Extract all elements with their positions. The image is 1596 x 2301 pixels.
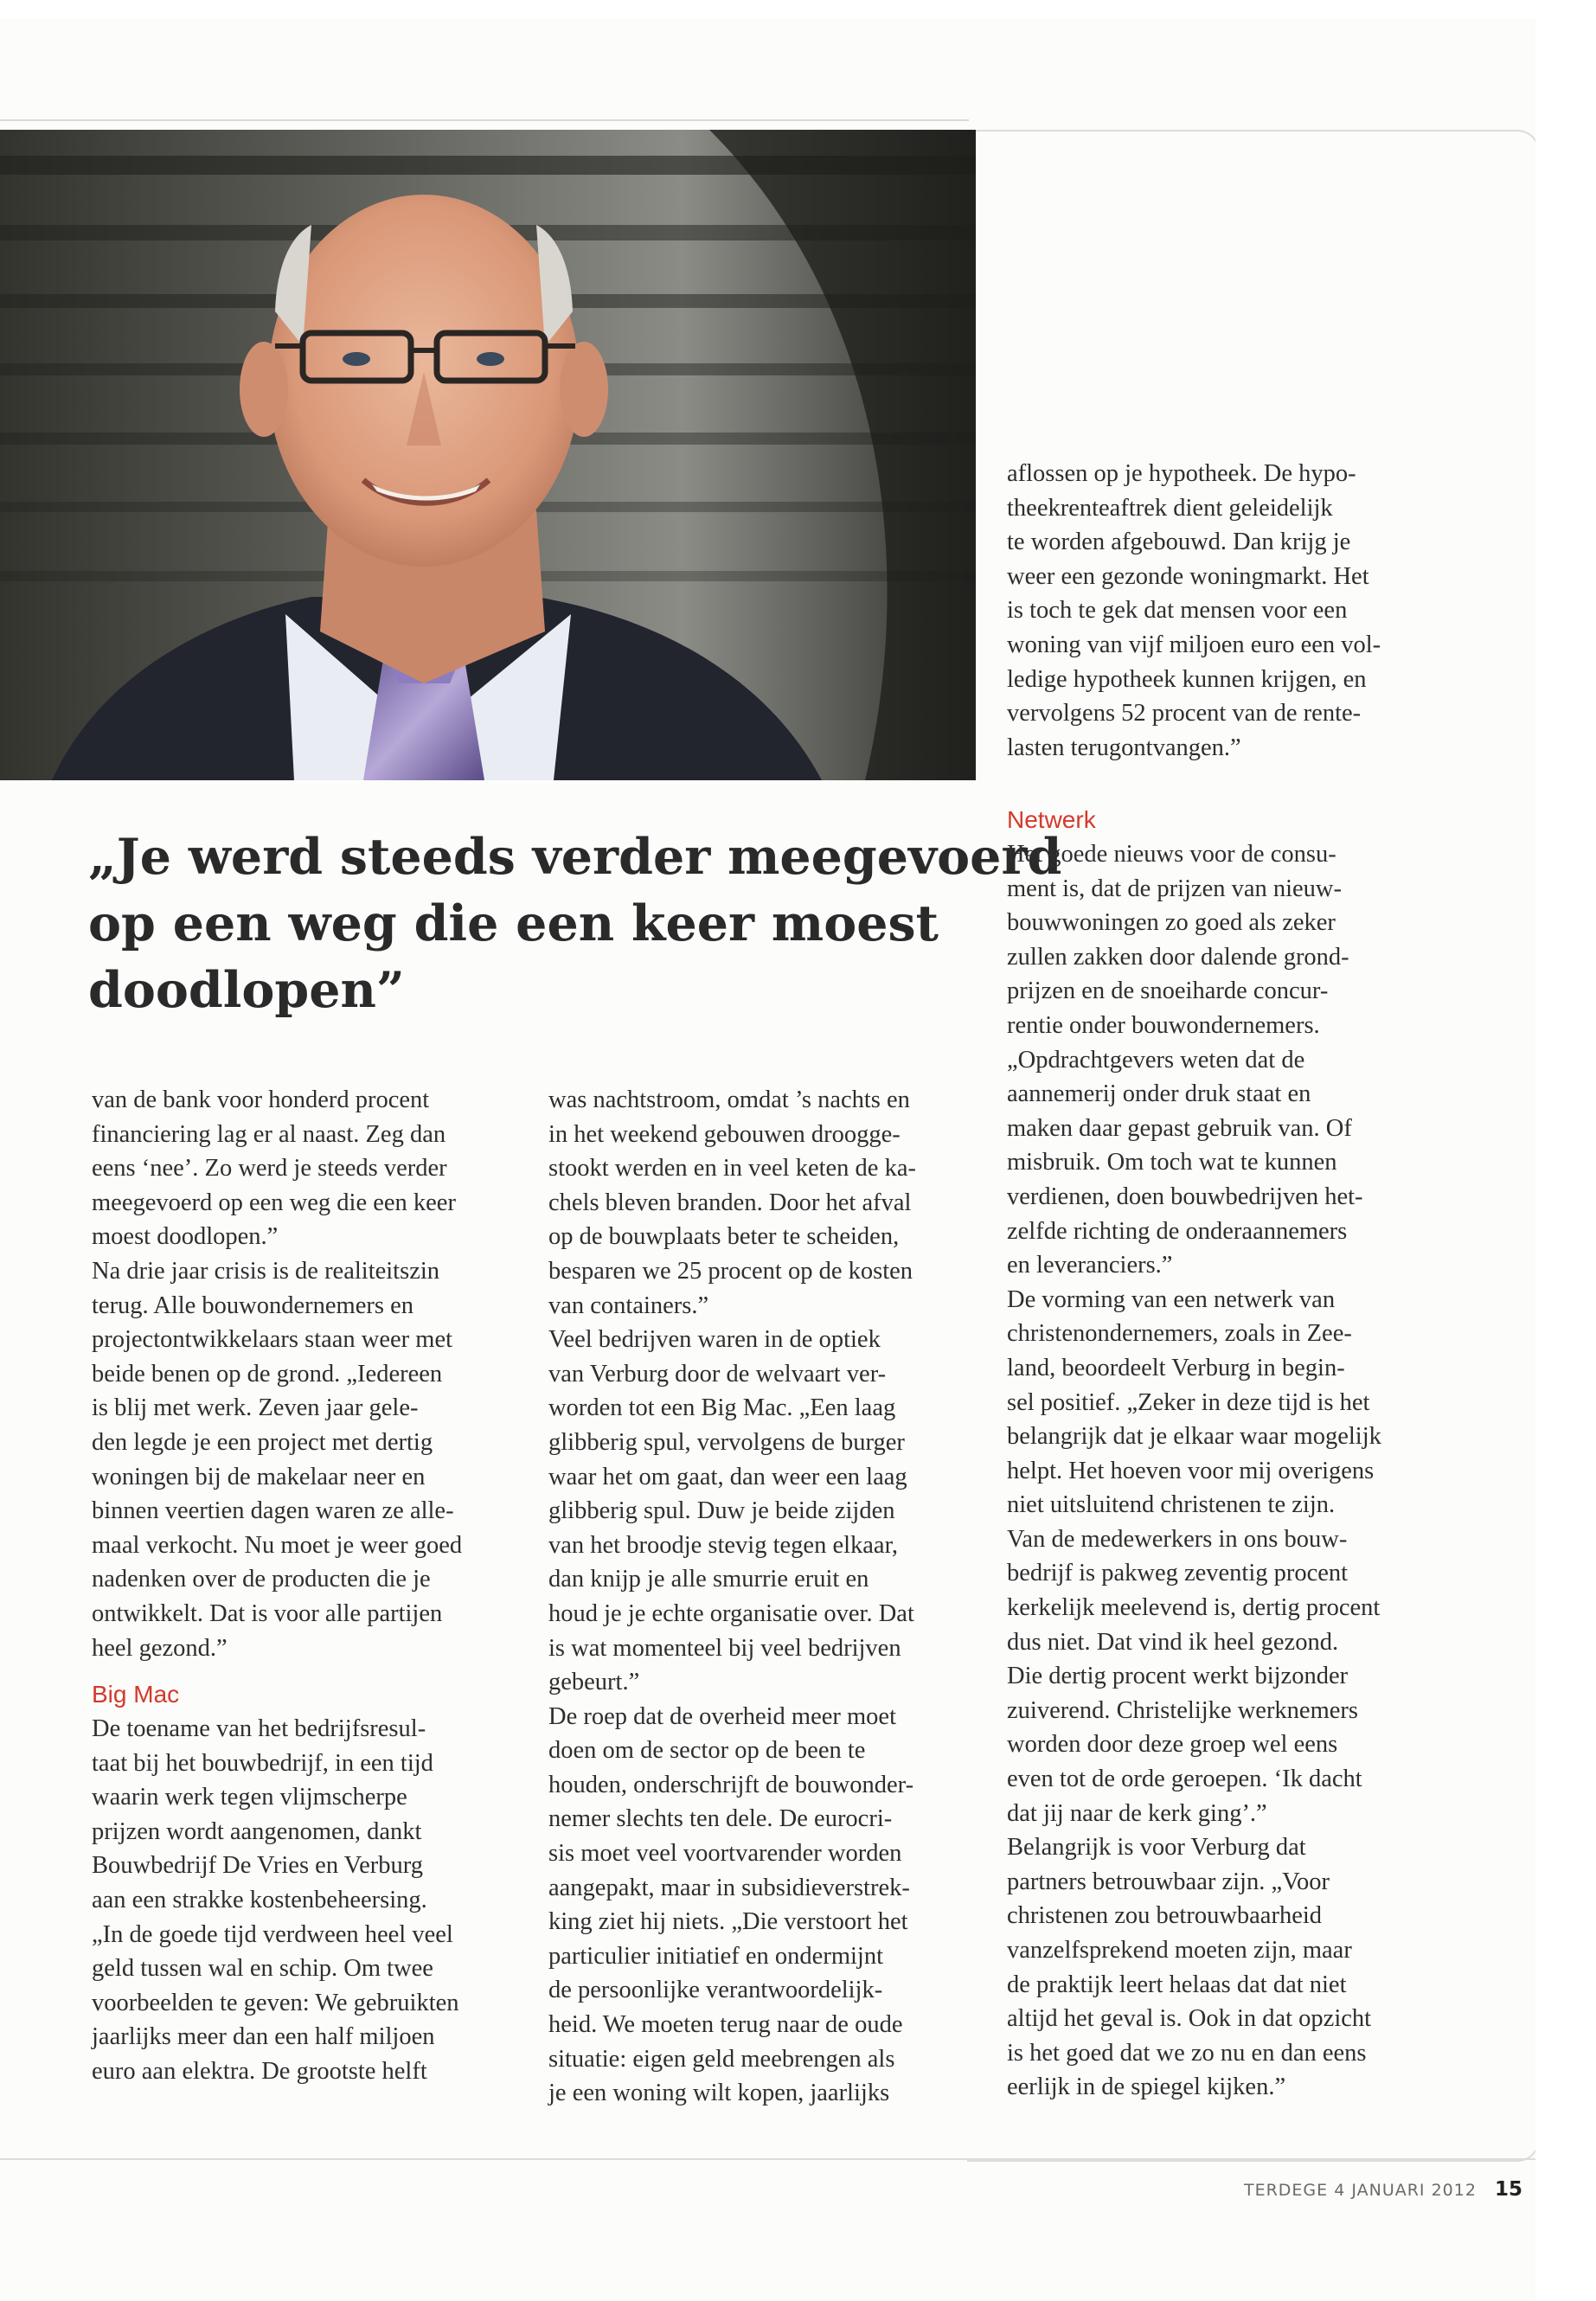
text-line: Na drie jaar crisis is de realiteitszin xyxy=(92,1257,440,1285)
text-line: vanzelfsprekend moeten zijn, maar xyxy=(1007,1937,1352,1964)
text-line: was nachtstroom, omdat ’s nachts en xyxy=(548,1086,910,1113)
headline-line: doodlopen” xyxy=(88,961,405,1019)
text-line: financiering lag er al naast. Zeg dan xyxy=(92,1120,446,1148)
text-line: bouwwoningen zo goed als zeker xyxy=(1007,909,1336,937)
headline-line: op een weg die een keer moest xyxy=(88,894,939,952)
text-line: aangepakt, maar in subsidieverstrek- xyxy=(548,1874,910,1901)
text-line: van containers.” xyxy=(548,1292,709,1319)
article-column-3-top xyxy=(1007,457,1433,765)
portrait-photo xyxy=(0,130,976,780)
text-line: gebeurt.” xyxy=(548,1669,640,1696)
text-line: waarin werk tegen vlijmscherpe xyxy=(92,1784,407,1811)
scan-border-right xyxy=(1535,0,1596,2301)
text-line: heel gezond.” xyxy=(92,1634,228,1662)
text-line: situatie: eigen geld meebrengen als xyxy=(548,2045,895,2073)
text-line: king ziet hij niets. „Die verstoort het xyxy=(548,1908,908,1936)
text-line: sel positief. „Zeker in deze tijd is het xyxy=(1007,1388,1370,1416)
text-line: te worden afgebouwd. Dan krijg je xyxy=(1007,529,1351,556)
text-line: dat jij naar de kerk ging’.” xyxy=(1007,1799,1267,1827)
text-line: niet uitsluitend christenen te zijn. xyxy=(1007,1491,1336,1519)
text-line: dus niet. Dat vind ik heel gezond. xyxy=(1007,1628,1339,1656)
text-line: nadenken over de producten die je xyxy=(92,1566,431,1593)
text-line: je een woning wilt kopen, jaarlijks xyxy=(548,2080,890,2107)
text-line: ledige hypotheek kunnen krijgen, en xyxy=(1007,665,1367,693)
text-line: ontwikkelt. Dat is voor alle partijen xyxy=(92,1599,443,1627)
text-line: moest doodlopen.” xyxy=(92,1223,279,1251)
text-line: misbruik. Om toch wat te kunnen xyxy=(1007,1149,1337,1176)
text-line: voorbeelden te geven: We gebruikten xyxy=(92,1989,459,2016)
text-line: projectontwikkelaars staan weer met xyxy=(92,1326,453,1354)
paragraph xyxy=(548,1083,974,2111)
text-line: christenen zou betrouwbaarheid xyxy=(1007,1902,1323,1930)
text-line: prijzen wordt aangenomen, dankt xyxy=(92,1817,422,1845)
text-line: binnen veertien dagen waren ze alle- xyxy=(92,1497,454,1525)
text-line: op de bouwplaats beter te scheiden, xyxy=(548,1223,900,1251)
text-line: nemer slechts ten dele. De eurocri- xyxy=(548,1805,893,1833)
text-line: verdienen, doen bouwbedrijven het- xyxy=(1007,1183,1363,1210)
text-line: is wat momenteel bij veel bedrijven xyxy=(548,1634,901,1662)
scan-border-top xyxy=(0,0,1596,19)
text-line: altijd het geval is. Ook in dat opzicht xyxy=(1007,2005,1372,2033)
page-number: 15 xyxy=(1494,2178,1522,2201)
text-line: zuiverend. Christelijke werknemers xyxy=(1007,1696,1358,1724)
page-footer xyxy=(1194,2178,1522,2201)
text-line: vervolgens 52 procent van de rente- xyxy=(1007,700,1362,727)
text-line: De toename van het bedrijfsresul- xyxy=(92,1715,426,1743)
text-line: glibberig spul, vervolgens de burger xyxy=(548,1428,905,1456)
text-line: christenondernemers, zoals in Zee- xyxy=(1007,1320,1352,1348)
text-line: Bouwbedrijf De Vries en Verburg xyxy=(92,1852,423,1880)
text-line: maal verkocht. Nu moet je weer goed xyxy=(92,1531,463,1559)
text-line: even tot de orde geroepen. ‘Ik dacht xyxy=(1007,1766,1362,1793)
text-line: van Verburg door de welvaart ver- xyxy=(548,1360,887,1388)
text-line: en leveranciers.” xyxy=(1007,1252,1173,1279)
text-line: ment is, dat de prijzen van nieuw- xyxy=(1007,875,1343,902)
text-line: jaarlijks meer dan een half miljoen xyxy=(92,2023,435,2051)
text-line: Die dertig procent werkt bijzonder xyxy=(1007,1663,1349,1690)
text-line: den legde je een project met dertig xyxy=(92,1428,433,1456)
text-line: besparen we 25 procent op de kosten xyxy=(548,1257,913,1285)
text-line: De vorming van een netwerk van xyxy=(1007,1285,1336,1313)
text-line: heid. We moeten terug naar de oude xyxy=(548,2011,903,2039)
article-column-3 xyxy=(1007,803,1433,2105)
text-line: bedrijf is pakweg zeventig procent xyxy=(1007,1560,1349,1587)
text-line: aan een strakke kostenbeheersing. xyxy=(92,1887,427,1914)
text-line: maken daar gepast gebruik van. Of xyxy=(1007,1114,1352,1142)
paragraph xyxy=(1007,457,1433,765)
text-line: van de bank voor honderd procent xyxy=(92,1086,430,1113)
text-line: glibberig spul. Duw je beide zijden xyxy=(548,1497,895,1525)
text-line: helpt. Het hoeven voor mij overigens xyxy=(1007,1457,1375,1484)
text-line: Het goede nieuws voor de consu- xyxy=(1007,841,1336,868)
text-line: euro aan elektra. De grootste helft xyxy=(92,2058,427,2086)
text-line: worden door deze groep wel eens xyxy=(1007,1731,1338,1759)
text-line: zullen zakken door dalende grond- xyxy=(1007,943,1349,971)
paragraph xyxy=(1007,837,1433,2105)
text-line: aflossen op je hypotheek. De hypo- xyxy=(1007,460,1356,487)
article-column-2 xyxy=(548,1083,974,2111)
text-line: van het broodje stevig tegen elkaar, xyxy=(548,1531,899,1559)
text-line: particulier initiatief en ondermijnt xyxy=(548,1942,883,1970)
article-column-1 xyxy=(92,1083,517,2089)
text-line: sis moet veel voortvarender worden xyxy=(548,1840,902,1868)
text-line: woning van vijf miljoen euro een vol- xyxy=(1007,631,1381,658)
issue-date: 4 JANUARI 2012 xyxy=(1334,2181,1477,2200)
text-line: chels bleven branden. Door het afval xyxy=(548,1189,912,1216)
text-line: lasten terugontvangen.” xyxy=(1007,734,1241,761)
text-line: houd je je echte organisatie over. Dat xyxy=(548,1599,914,1627)
text-line: is blij met werk. Zeven jaar gele- xyxy=(92,1394,419,1422)
publication-name: TERDEGE xyxy=(1243,2181,1329,2200)
paragraph xyxy=(92,1712,517,2089)
text-line: meegevoerd op een weg die een keer xyxy=(92,1189,456,1216)
headline-line: „Je werd steeds verder meegevoerd xyxy=(88,828,1062,886)
text-line: weer een gezonde woningmarkt. Het xyxy=(1007,562,1369,590)
text-line: land, beoordeelt Verburg in begin- xyxy=(1007,1354,1345,1381)
text-line: de praktijk leert helaas dat dat niet xyxy=(1007,1971,1347,1998)
bottom-rule xyxy=(0,2158,1540,2160)
text-line: beide benen op de grond. „Iedereen xyxy=(92,1360,443,1388)
text-line: eens ‘nee’. Zo werd je steeds verder xyxy=(92,1155,447,1183)
text-line: worden tot een Big Mac. „Een laag xyxy=(548,1394,896,1422)
text-line: taat bij het bouwbedrijf, in een tijd xyxy=(92,1749,433,1777)
text-line: rentie onder bouwondernemers. xyxy=(1007,1011,1320,1039)
text-line: eerlijk in de spiegel kijken.” xyxy=(1007,2073,1286,2101)
text-line: prijzen en de snoeiharde concur- xyxy=(1007,977,1329,1005)
text-line: Veel bedrijven waren in de optiek xyxy=(548,1326,881,1354)
text-line: belangrijk dat je elkaar waar mogelijk xyxy=(1007,1423,1381,1451)
text-line: Belangrijk is voor Verburg dat xyxy=(1007,1834,1306,1862)
pull-quote-headline xyxy=(88,824,1062,1023)
text-line: stookt werden en in veel keten de ka- xyxy=(548,1155,916,1183)
portrait-illustration xyxy=(0,130,976,780)
subhead-netwerk: Netwerk xyxy=(1007,806,1096,833)
text-line: de persoonlijke verantwoordelijk- xyxy=(548,1977,883,2004)
text-line: waar het om gaat, dan weer een laag xyxy=(548,1463,907,1490)
text-line: Van de medewerkers in ons bouw- xyxy=(1007,1525,1348,1553)
text-line: houden, onderschrijft de bouwonder- xyxy=(548,1771,914,1798)
text-line: doen om de sector op de been te xyxy=(548,1737,866,1765)
top-rule xyxy=(0,119,969,121)
text-line: is toch te gek dat mensen voor een xyxy=(1007,597,1348,625)
text-line: is het goed dat we zo nu en dan eens xyxy=(1007,2039,1367,2067)
text-line: terug. Alle bouwondernemers en xyxy=(92,1292,413,1319)
text-line: zelfde richting de onderaannemers xyxy=(1007,1217,1348,1245)
text-line: „In de goede tijd verdween heel veel xyxy=(92,1920,453,1948)
text-line: „Opdrachtgevers weten dat de xyxy=(1007,1046,1305,1074)
text-line: kerkelijk meelevend is, dertig procent xyxy=(1007,1594,1381,1622)
text-line: theekrenteaftrek dient geleidelijk xyxy=(1007,494,1333,522)
text-line: in het weekend gebouwen drooggе- xyxy=(548,1120,901,1148)
text-line: geld tussen wal en schip. Om twee xyxy=(92,1955,433,1983)
text-line: De roep dat de overheid meer moet xyxy=(548,1702,896,1730)
paragraph xyxy=(92,1083,517,1665)
text-line: woningen bij de makelaar neer en xyxy=(92,1463,426,1490)
text-line: dan knijp je alle smurrie eruit en xyxy=(548,1566,869,1593)
subhead-big-mac: Big Mac xyxy=(92,1681,180,1708)
text-line: partners betrouwbaar zijn. „Voor xyxy=(1007,1868,1330,1895)
text-line: aannemerij onder druk staat en xyxy=(1007,1080,1311,1108)
